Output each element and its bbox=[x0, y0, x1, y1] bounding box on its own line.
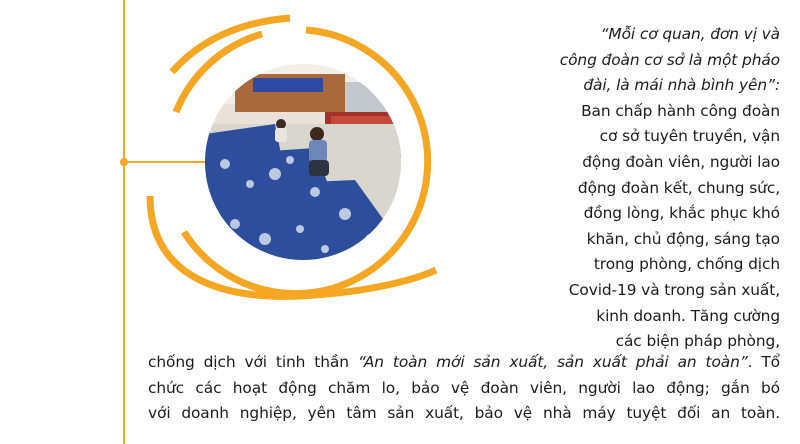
text-line: Ban chấp hành công đoàn bbox=[581, 101, 780, 120]
text-line: đài, là mái nhà bình yên”: bbox=[583, 76, 780, 95]
slogan-text: “An toàn mới sản xuất, sản xuất phải an toàn” bbox=[357, 353, 748, 371]
text-line: đồng lòng, khắc phục khó bbox=[583, 204, 780, 223]
text-line: chức các hoạt động chăm lo, bảo vệ đoàn viên, người lao động; gắn bó bbox=[148, 378, 780, 397]
text-line: các biện pháp phòng, bbox=[615, 332, 780, 351]
text-line: khăn, chủ động, sáng tạo bbox=[586, 229, 780, 248]
text-line: “Mỗi cơ quan, đơn vị và bbox=[600, 25, 780, 43]
photo-circle bbox=[205, 64, 401, 260]
quote-paragraph bbox=[448, 22, 780, 355]
text-line: Covid-19 và trong sản xuất, bbox=[568, 280, 780, 299]
text-line: động đoàn kết, chung sức, bbox=[577, 178, 780, 197]
text-line: cơ sở tuyên truyền, vận bbox=[599, 127, 780, 146]
text-line: kinh doanh. Tăng cường bbox=[596, 306, 780, 325]
text-line: trong phòng, chống dịch bbox=[593, 255, 780, 274]
connector-dot bbox=[120, 158, 128, 166]
text-line: với doanh nghiệp, yên tâm sản xuất, bảo vệ nhà máy tuyệt đối an toàn. bbox=[148, 404, 780, 423]
text-line bbox=[148, 350, 780, 376]
text-segment: chống dịch với tinh thần bbox=[148, 353, 358, 371]
text-segment: . Tổ bbox=[747, 353, 780, 371]
bottom-paragraph bbox=[148, 350, 780, 427]
text-line: công đoàn cơ sở là một pháo bbox=[559, 50, 780, 69]
dormitory-photo bbox=[205, 64, 401, 260]
text-line: động đoàn viên, người lao bbox=[582, 152, 780, 171]
